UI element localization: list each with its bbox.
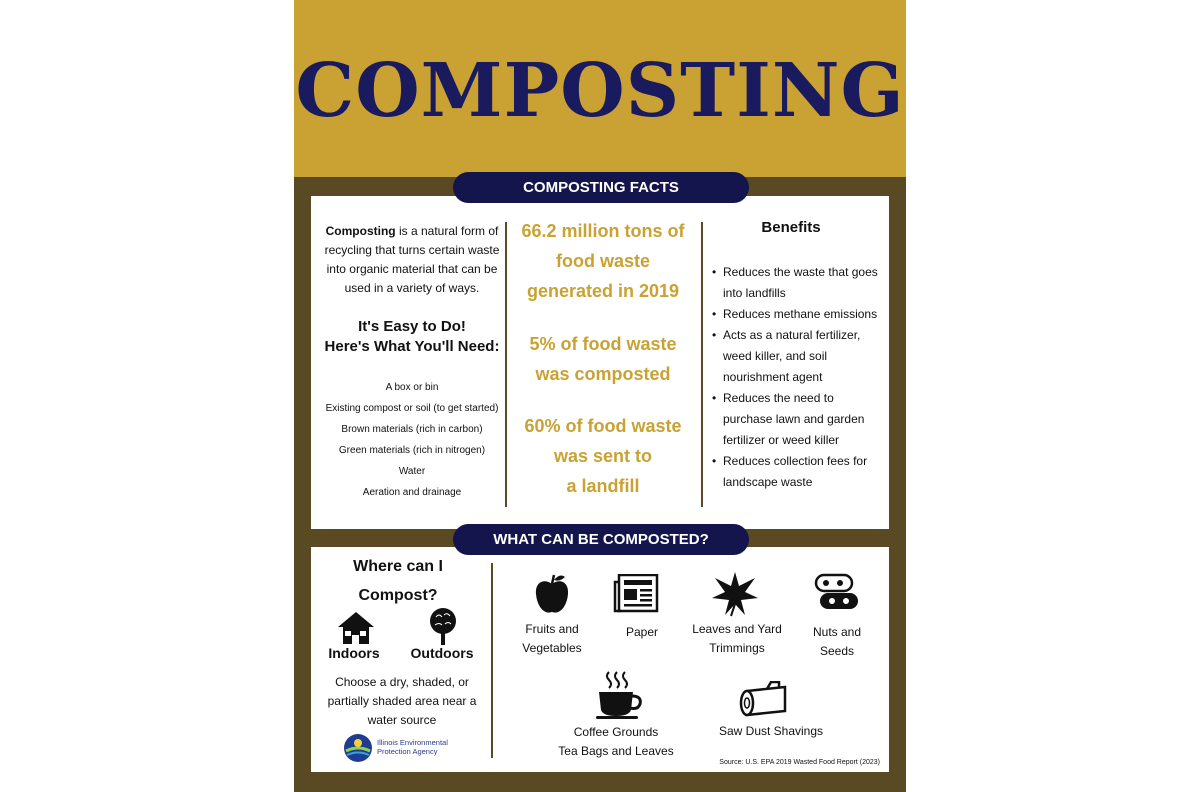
- leaves-line: Leaves and Yard: [692, 622, 782, 636]
- nuts-line: Nuts and: [812, 625, 862, 639]
- stat-landfill: [512, 411, 694, 501]
- list-item: Existing compost or soil (to get started): [325, 403, 499, 414]
- agency-line-1: Illinois Environmental: [377, 738, 448, 747]
- agency-line-2: Protection Agency: [377, 747, 438, 756]
- list-item: • Reduces methane emissions: [712, 304, 884, 325]
- coffee-line: Coffee Grounds: [573, 725, 659, 739]
- sawdust-label: [706, 722, 836, 741]
- list-item: • Reduces the need to purchase lawn and garden fertilizer or weed killer: [712, 388, 884, 451]
- nuts-line: Seeds: [819, 644, 855, 658]
- stat-line: food waste: [555, 251, 650, 271]
- sawdust-line: Saw Dust Shavings: [718, 724, 824, 738]
- where-line-1: Where can I: [353, 558, 443, 575]
- nuts-label: [802, 623, 872, 661]
- leaf-icon: [711, 570, 759, 618]
- location-advice: Choose a dry, shaded, or partially shaded area near a water source: [327, 675, 477, 727]
- list-item: A box or bin: [385, 382, 439, 393]
- intro-text: [322, 222, 502, 298]
- page-title: COMPOSTING: [295, 48, 905, 134]
- apple-icon: [534, 572, 570, 616]
- leaves-label: [684, 620, 790, 658]
- intro-bold: Composting: [325, 224, 396, 238]
- list-item: • Reduces the waste that goes into landfills: [712, 262, 884, 304]
- where-line-2: Compost?: [358, 587, 438, 604]
- list-item: Green materials (rich in nitrogen): [338, 445, 486, 456]
- source-citation: Source: U.S. EPA 2019 Wasted Food Report (2023): [719, 759, 880, 766]
- leaves-line: Trimmings: [709, 641, 765, 655]
- list-item: Water: [398, 466, 426, 477]
- easy-heading: [312, 317, 512, 357]
- coffee-line: Tea Bags and Leaves: [558, 744, 674, 758]
- agency-logo-icon: [343, 733, 373, 763]
- list-item: Brown materials (rich in carbon): [341, 424, 483, 435]
- indoors-label: Indoors: [328, 645, 380, 661]
- fruits-line: Fruits and: [525, 622, 579, 636]
- newspaper-icon: [613, 574, 659, 614]
- outdoors-label: Outdoors: [410, 645, 474, 661]
- benefits-heading: Benefits: [761, 219, 821, 236]
- stat-line: 60% of food waste: [524, 416, 682, 436]
- header-band: [294, 0, 906, 177]
- paper-label: [612, 623, 672, 642]
- stat-line: was composted: [535, 364, 671, 384]
- facts-section-pill: COMPOSTING FACTS: [453, 172, 749, 203]
- compost-divider: [491, 563, 493, 758]
- list-item: Aeration and drainage: [362, 487, 462, 498]
- where-heading: [318, 552, 478, 610]
- easy-line-2: Here's What You'll Need:: [324, 338, 500, 355]
- stat-line: was sent to: [553, 446, 653, 466]
- stat-line: 66.2 million tons of: [521, 221, 685, 241]
- paper-line: Paper: [625, 625, 659, 639]
- house-icon: [337, 611, 375, 645]
- coffee-cup-icon: [595, 670, 643, 720]
- peanut-icon: [814, 573, 860, 613]
- log-icon: [739, 681, 793, 717]
- list-item: • Reduces collection fees for landscape waste: [712, 451, 884, 493]
- tree-icon: [427, 607, 459, 645]
- intro-rest: is a natural form of recycling that turns certain waste into organic material that can be used in a variety of ways.: [324, 224, 500, 295]
- fruits-line: Vegetables: [522, 641, 582, 655]
- benefits-list: [712, 262, 884, 493]
- fruits-label: [508, 620, 596, 658]
- stat-line: 5% of food waste: [529, 334, 677, 354]
- agency-name: [377, 738, 448, 756]
- list-item: • Acts as a natural fertilizer, weed killer, and soil nourishment agent: [712, 325, 884, 388]
- facts-divider-right: [701, 222, 703, 507]
- stat-composted: [512, 329, 694, 389]
- compost-section-pill: WHAT CAN BE COMPOSTED?: [453, 524, 749, 555]
- needs-list: [312, 377, 512, 503]
- stat-line: generated in 2019: [526, 281, 680, 301]
- stat-food-waste-generated: [512, 216, 694, 306]
- easy-line-1: It's Easy to Do!: [358, 318, 466, 335]
- coffee-label: [550, 723, 682, 761]
- stat-line: a landfill: [566, 476, 640, 496]
